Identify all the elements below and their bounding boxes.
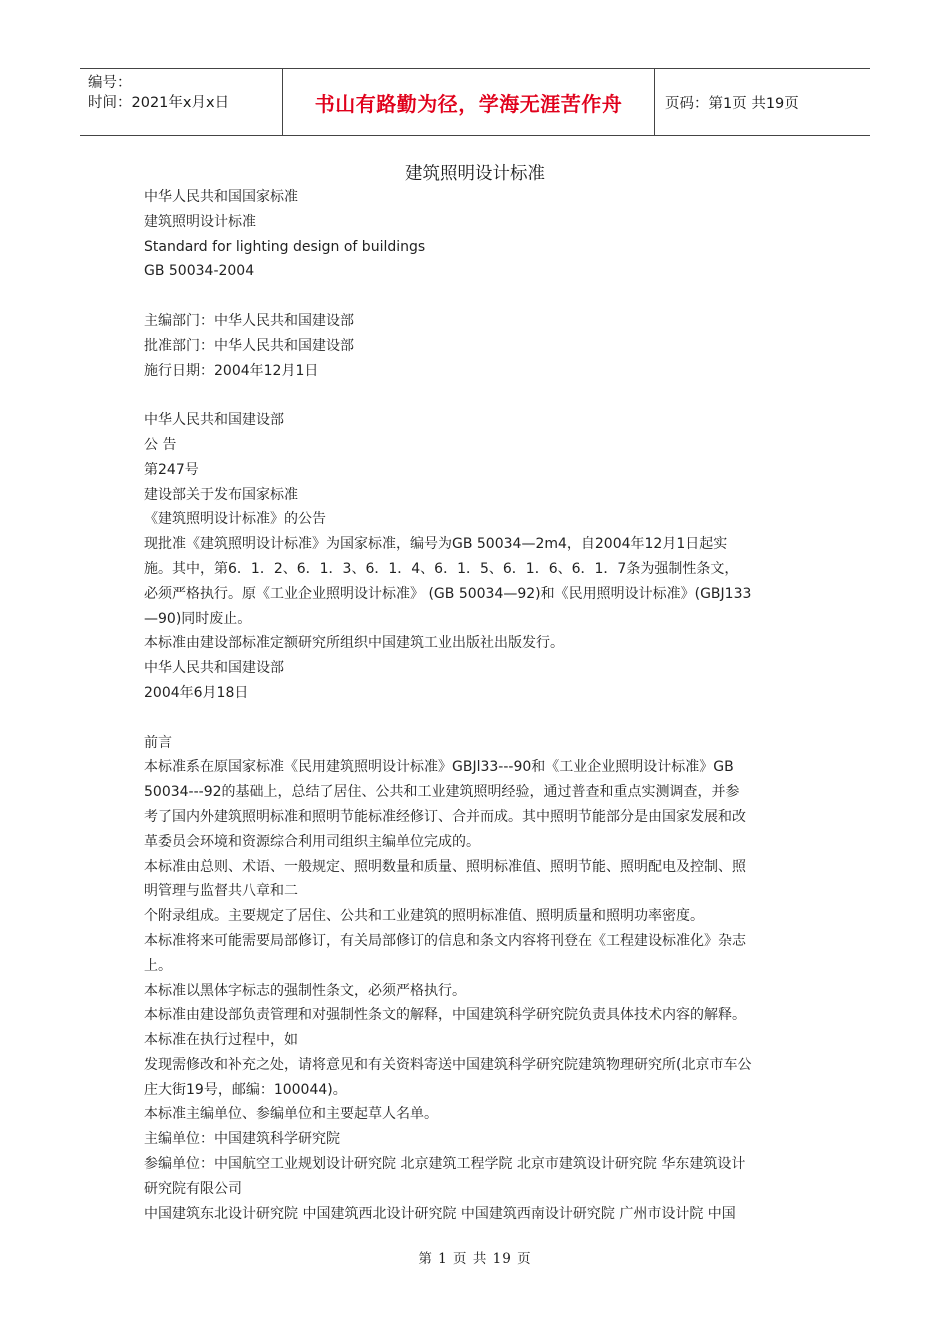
blank-line	[144, 706, 804, 731]
document-title: 建筑照明设计标准	[405, 164, 545, 184]
body-line: 建筑照明设计标准	[144, 213, 256, 230]
body-line: 2004年6月18日	[144, 684, 249, 701]
body-line: 第247号	[144, 461, 199, 478]
body-line: 施。其中，第6．1．2、6．1．3、6．1．4、6．1．5、6．1．6、6．1．7条为强制性条文，	[144, 560, 739, 577]
body-line: 革委员会环境和资源综合利用司组织主编单位完成的。	[144, 833, 480, 850]
body-line: 本标准由总则、术语、一般规定、照明数量和质量、照明标准值、照明节能、照明配电及控制、照	[144, 858, 746, 875]
body-line: 《建筑照明设计标准》的公告	[144, 511, 326, 528]
body-line: 上。	[144, 957, 172, 974]
body-line: Standard for lighting design of buildings	[144, 238, 426, 255]
document-body	[144, 185, 804, 1226]
body-line: 个附录组成。主要规定了居住、公共和工业建筑的照明标准值、照明质量和照明功率密度。	[144, 908, 704, 925]
blank-line	[144, 284, 804, 309]
body-line: 明管理与监督共八章和二	[144, 883, 298, 900]
body-line: 庄大街19号，邮编：100044)。	[144, 1081, 347, 1098]
body-line: 必须严格执行。原《工业企业照明设计标准》 (GB 50034—92)和《民用照明设计标准》(GBJ133	[144, 585, 752, 602]
body-line: 本标准由建设部标准定额研究所组织中国建筑工业出版社出版发行。	[144, 635, 564, 652]
blank-line	[144, 383, 804, 408]
body-line: 研究院有限公司	[144, 1180, 242, 1197]
body-line: 现批准《建筑照明设计标准》为国家标准，编号为GB 50034—2m4，自2004年12月1日起实	[144, 536, 728, 553]
body-line: 本标准在执行过程中，如	[144, 1032, 298, 1049]
body-line: —90)同时废止。	[144, 610, 252, 627]
body-line: 公 告	[144, 436, 177, 453]
body-line: 中华人民共和国建设部	[144, 660, 284, 677]
body-line: 中华人民共和国国家标准	[144, 189, 298, 205]
body-line: 本标准系在原国家标准《民用建筑照明设计标准》GBJl33---90和《工业企业照明设计标准》GB	[144, 759, 734, 776]
header-motto: 书山有路勤为径，学海无涯苦作舟	[282, 69, 655, 135]
body-line: 本标准由建设部负责管理和对强制性条文的解释，中国建筑科学研究院负责具体技术内容的解释。	[144, 1007, 746, 1024]
body-line: 施行日期：2004年12月1日	[144, 362, 319, 379]
body-line: 参编单位：中国航空工业规划设计研究院 北京建筑工程学院 北京市建筑设计研究院 华东建筑设计	[144, 1156, 746, 1173]
header-page-info: 页码：第1页 共19页	[665, 95, 799, 112]
body-line: 前言	[144, 734, 172, 751]
body-line: 本标准将来可能需要局部修订，有关局部修订的信息和条文内容将刊登在《工程建设标准化》杂志	[144, 932, 746, 949]
body-line: 批准部门：中华人民共和国建设部	[144, 337, 354, 354]
body-line: 中华人民共和国建设部	[144, 412, 284, 429]
body-line: 主编部门：中华人民共和国建设部	[144, 312, 354, 329]
body-line: 50034---92的基础上，总结了居住、公共和工业建筑照明经验，通过普查和重点实测调查，并参	[144, 784, 740, 801]
body-line: GB 50034-2004	[144, 263, 255, 280]
header-meta	[80, 69, 282, 135]
body-line: 主编单位：中国建筑科学研究院	[144, 1131, 340, 1148]
time-label: 时间：2021年x月x日	[88, 95, 230, 111]
body-line: 建设部关于发布国家标准	[144, 486, 298, 503]
document-header	[80, 68, 870, 136]
number-label: 编号：	[88, 75, 132, 91]
page-footer: 第 1 页 共 19 页	[418, 1251, 532, 1267]
body-line: 本标准以黑体字标志的强制性条文，必须严格执行。	[144, 982, 466, 999]
body-line: 发现需修改和补充之处，请将意见和有关资料寄送中国建筑科学研究院建筑物理研究所(北京市车公	[144, 1056, 752, 1073]
body-line: 考了国内外建筑照明标准和照明节能标准经修订、合并而成。其中照明节能部分是由国家发展和改	[144, 808, 746, 825]
body-line: 本标准主编单位、参编单位和主要起草人名单。	[144, 1106, 438, 1123]
body-line: 中国建筑东北设计研究院 中国建筑西北设计研究院 中国建筑西南设计研究院 广州市设计院 中国	[144, 1205, 736, 1222]
